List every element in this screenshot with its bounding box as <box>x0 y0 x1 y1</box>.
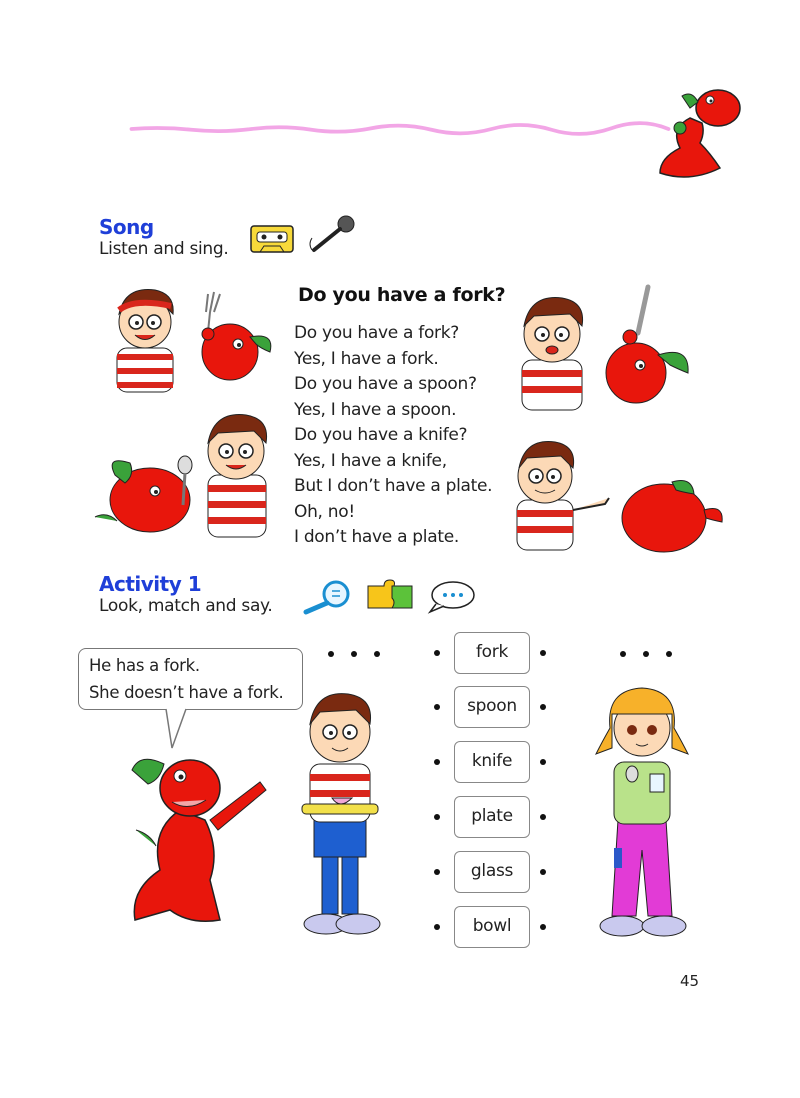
lyric-line: Yes, I have a knife, <box>294 450 447 471</box>
dino-back-view-illustration <box>612 470 727 555</box>
speech-bubble <box>78 648 303 710</box>
dino-pointing-illustration <box>110 750 270 930</box>
word-spoon: spoon <box>454 686 530 728</box>
cassette-icon <box>250 225 294 253</box>
dino-with-spoon-illustration <box>95 455 205 545</box>
word-knife: knife <box>454 741 530 783</box>
dot <box>328 651 334 657</box>
song-heading: Song <box>99 215 154 239</box>
dino-mascot-corner <box>650 88 750 188</box>
bubble-line: He has a fork. <box>89 656 200 675</box>
match-dot[interactable] <box>434 869 440 875</box>
lyric-line: Do you have a spoon? <box>294 374 477 394</box>
dino-with-fork-illustration <box>190 292 280 392</box>
magnifier-icon <box>300 580 352 614</box>
match-dot[interactable] <box>540 650 546 656</box>
word-fork: fork <box>454 632 530 674</box>
match-dot[interactable] <box>540 869 546 875</box>
dot <box>374 651 380 657</box>
lyric-line: I don’t have a plate. <box>294 527 459 547</box>
song-title: Do you have a fork? <box>298 284 506 306</box>
lyric-line: Yes, I have a fork. <box>294 348 439 369</box>
match-dot[interactable] <box>434 924 440 930</box>
boy-smiling-illustration <box>196 405 276 540</box>
lyric-line: Do you have a fork? <box>294 323 460 343</box>
boy-illustration <box>105 280 185 395</box>
lyric-line: But I don’t have a plate. <box>294 476 493 496</box>
match-dot[interactable] <box>540 759 546 765</box>
match-dot[interactable] <box>540 924 546 930</box>
dot <box>666 651 672 657</box>
match-dot[interactable] <box>434 759 440 765</box>
activity-instruction: Look, match and say. <box>99 596 273 616</box>
match-dot[interactable] <box>434 650 440 656</box>
dot <box>620 651 626 657</box>
lyric-line: Oh, no! <box>294 501 355 522</box>
dot <box>643 651 649 657</box>
word-plate: plate <box>454 796 530 838</box>
microphone-icon <box>306 214 356 254</box>
match-dot[interactable] <box>434 814 440 820</box>
boy-presenting-illustration <box>505 432 615 552</box>
match-dot[interactable] <box>540 704 546 710</box>
word-bowl: bowl <box>454 906 530 948</box>
song-instruction: Listen and sing. <box>99 239 229 259</box>
boy-pointing-illustration <box>512 288 592 413</box>
match-dot[interactable] <box>540 814 546 820</box>
lyric-line: Yes, I have a spoon. <box>294 399 457 420</box>
girl-holding-spoon-illustration <box>592 670 692 945</box>
dot <box>351 651 357 657</box>
match-dot[interactable] <box>434 704 440 710</box>
boy-holding-tray-illustration <box>290 672 390 942</box>
speech-bubble-tail <box>160 708 190 750</box>
lyric-line: Do you have a knife? <box>294 425 468 445</box>
word-glass: glass <box>454 851 530 893</box>
dino-with-knife-illustration <box>600 285 695 415</box>
puzzle-icon <box>364 578 416 612</box>
speech-bubble-icon <box>426 580 476 614</box>
bubble-line: She doesn’t have a fork. <box>89 683 284 702</box>
page-number: 45 <box>680 972 700 990</box>
song-lyrics <box>294 321 492 551</box>
activity-heading: Activity 1 <box>99 572 202 596</box>
